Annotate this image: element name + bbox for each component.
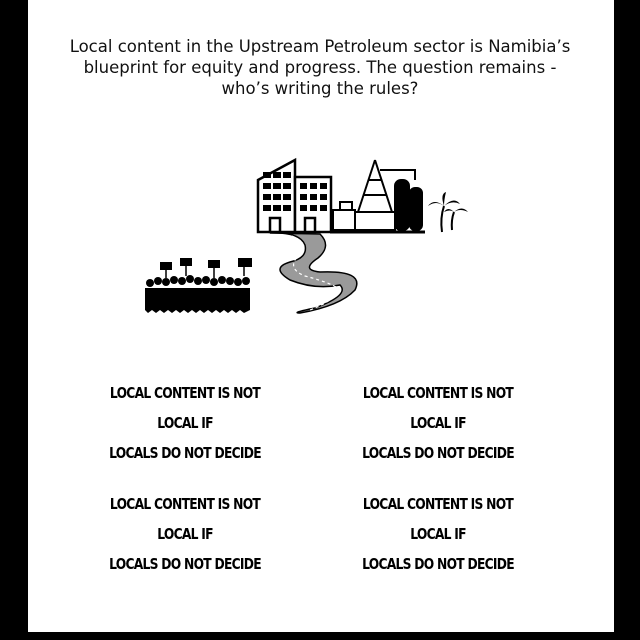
slogan-line-1: LOCAL CONTENT IS NOT LOCAL IF	[109, 384, 261, 432]
protest-crowd-icon	[145, 258, 252, 313]
slogan-bottom-right	[344, 489, 533, 579]
slogan-line-2: LOCALS DO NOT DECIDE	[362, 555, 514, 573]
intro-paragraph: Local content in the Upstream Petroleum sector is Namibia’s blueprint for equity and progress. The question remains - who’s writing the rules?	[69, 37, 571, 98]
slogan-line-1: LOCAL CONTENT IS NOT LOCAL IF	[362, 384, 514, 432]
slogan-line-2: LOCALS DO NOT DECIDE	[109, 444, 261, 462]
oil-refinery-icon	[330, 160, 425, 232]
palm-tree-icon	[428, 192, 468, 232]
slogan-line-1: LOCAL CONTENT IS NOT LOCAL IF	[109, 495, 261, 543]
illustration	[140, 150, 470, 320]
slogan-bottom-left	[91, 489, 280, 579]
slogan-line-1: LOCAL CONTENT IS NOT LOCAL IF	[362, 495, 514, 543]
office-buildings-icon	[258, 160, 331, 232]
winding-road-icon	[270, 233, 357, 313]
slogan-top-left	[91, 378, 280, 468]
slogan-top-right	[344, 378, 533, 468]
slogan-line-2: LOCALS DO NOT DECIDE	[362, 444, 514, 462]
slogan-line-2: LOCALS DO NOT DECIDE	[109, 555, 261, 573]
